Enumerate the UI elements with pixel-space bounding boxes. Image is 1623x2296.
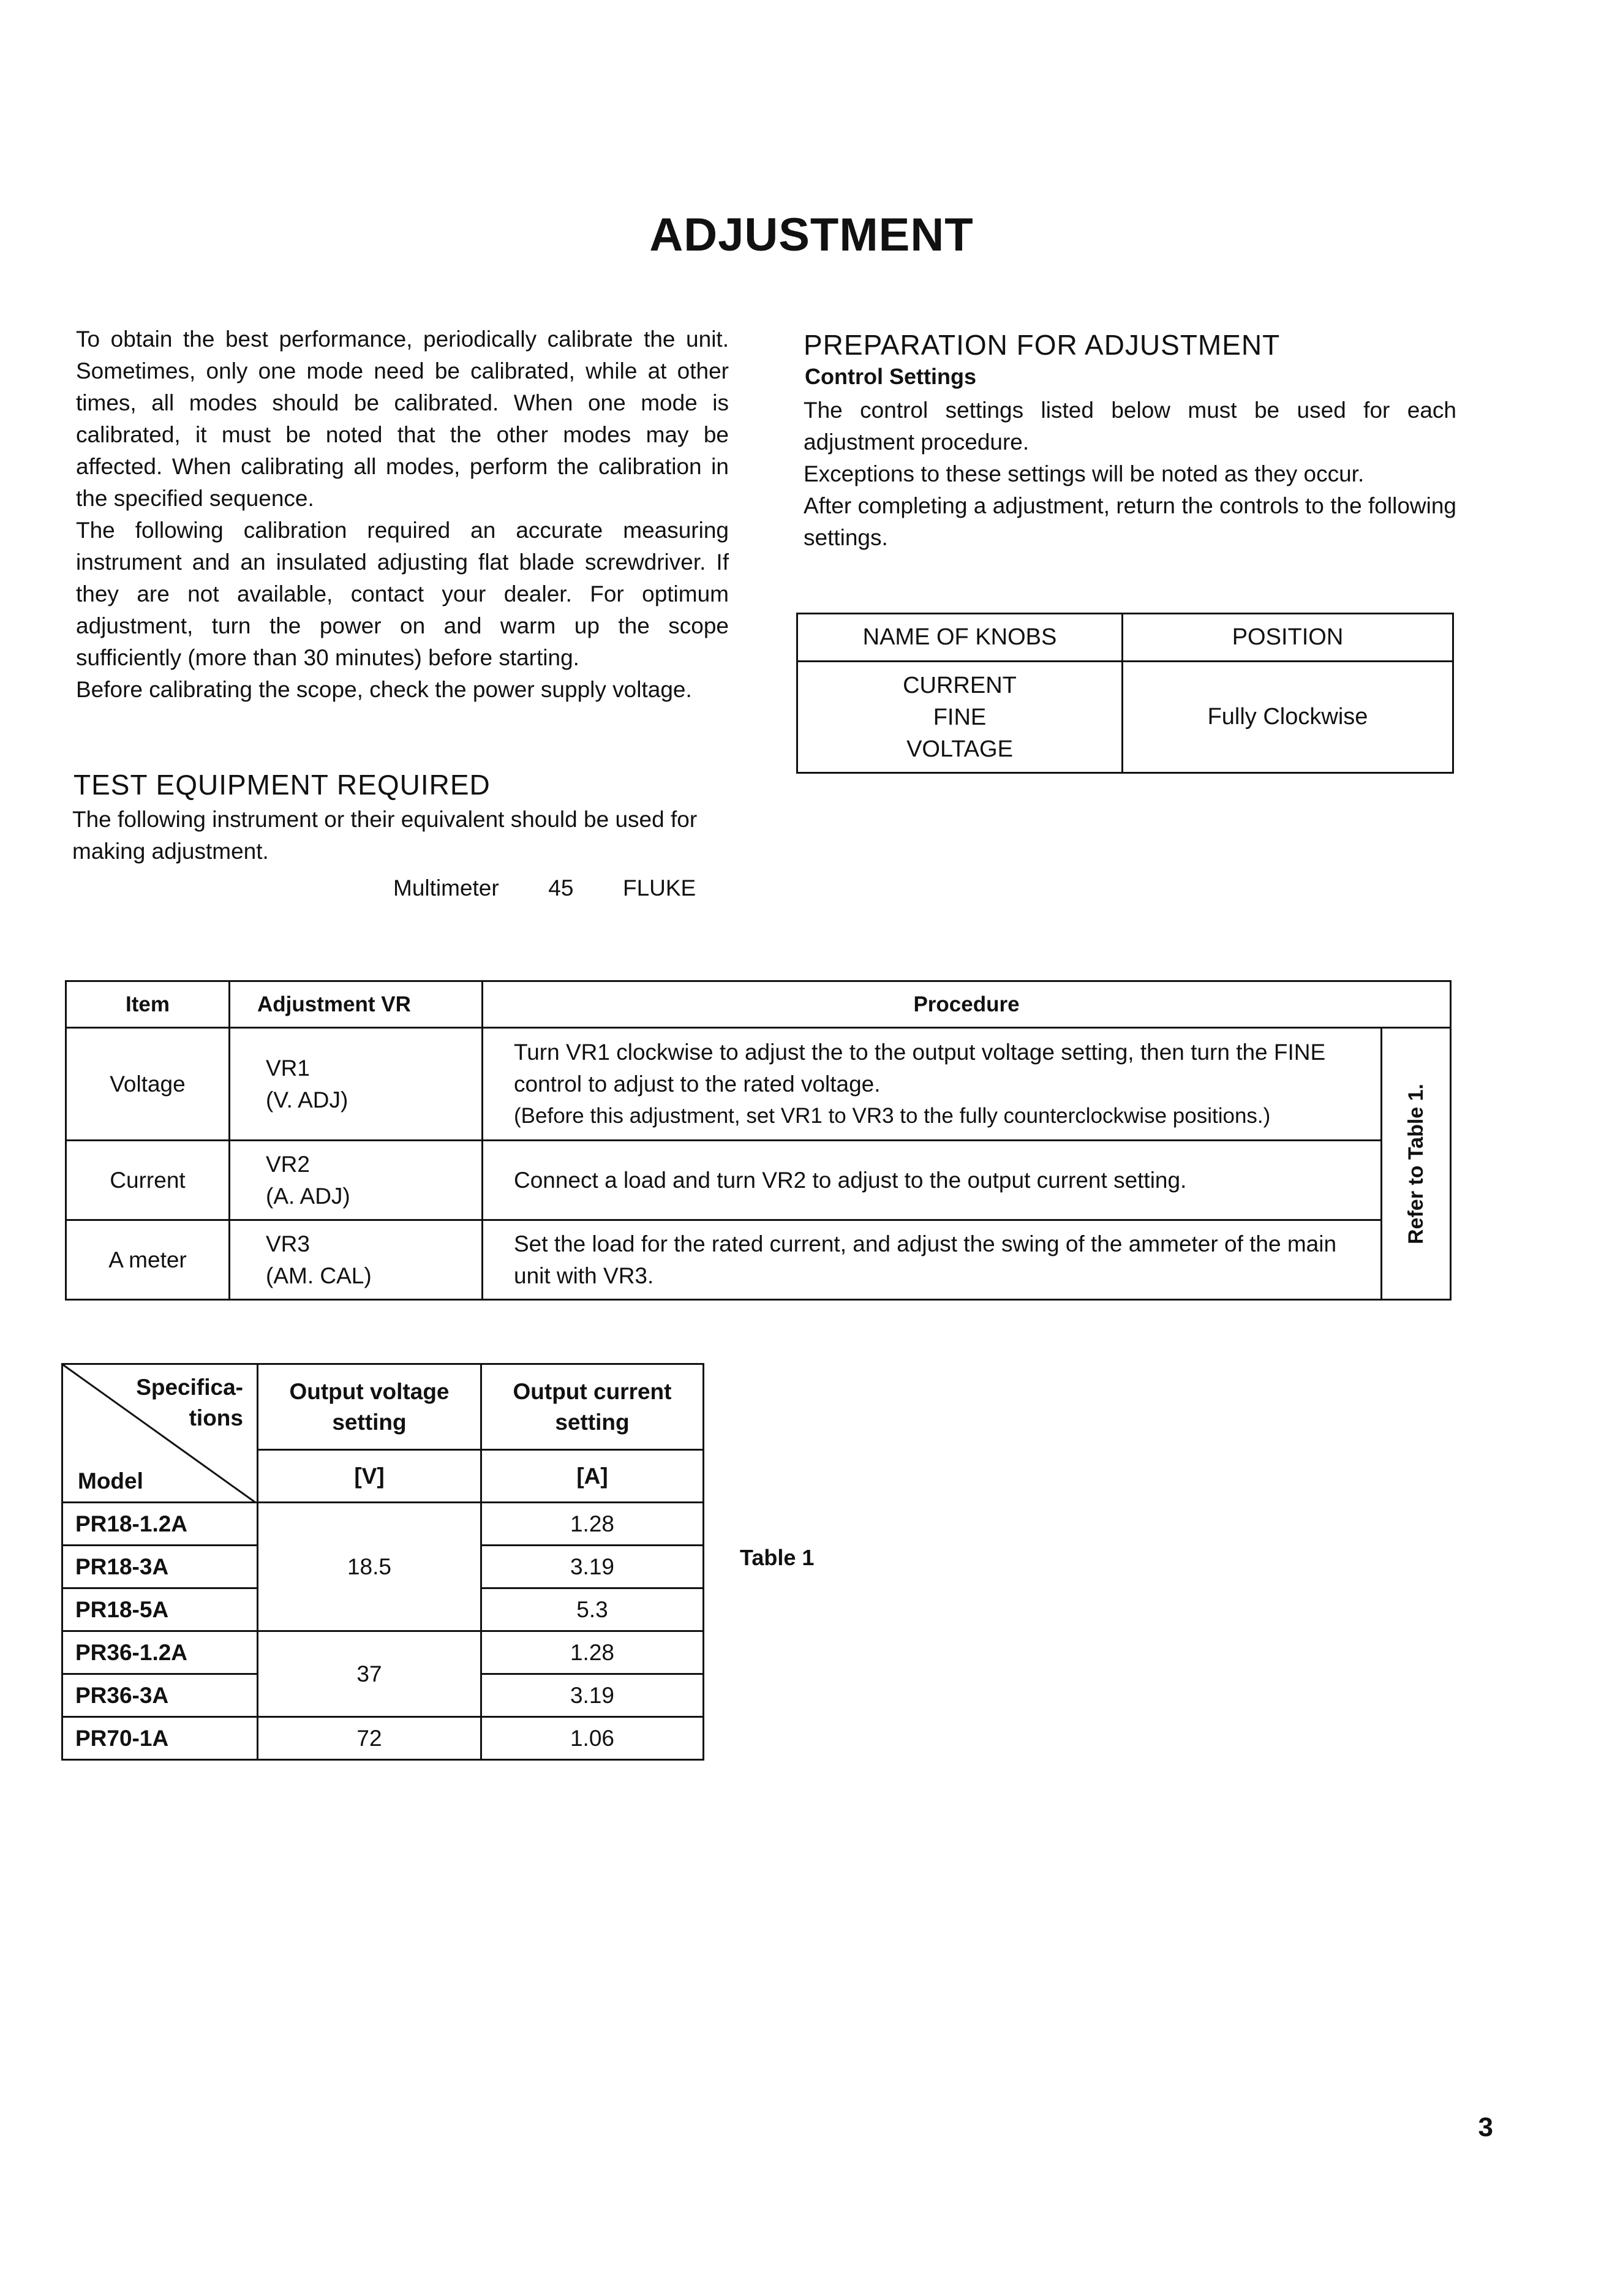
table-caption: Table 1 — [740, 1545, 815, 1570]
vr-label: VR3 — [266, 1231, 310, 1256]
spec-corner-cell — [62, 1364, 258, 1503]
spec-current: 5.3 — [481, 1588, 704, 1631]
proc-row-current-item: Current — [66, 1141, 230, 1220]
spec-current: 3.19 — [481, 1546, 704, 1588]
preparation-text-3: After completing a adjustment, return the controls to the following settings. — [804, 493, 1456, 550]
spec-header-voltage — [258, 1364, 481, 1450]
proc-row-voltage-procedure — [483, 1028, 1382, 1141]
preparation-text-2: Exceptions to these settings will be noted as they occur. — [804, 461, 1365, 486]
knob-fine: FINE — [933, 704, 987, 730]
vr-label: VR1 — [266, 1055, 310, 1081]
spec-model: PR36-1.2A — [62, 1631, 258, 1674]
procedure-note: (Before this adjustment, set VR1 to VR3 to the fully counterclockwise positions.) — [514, 1103, 1271, 1128]
knob-table-header-position: POSITION — [1123, 614, 1453, 662]
vr-desc: (AM. CAL) — [266, 1263, 372, 1288]
intro-text — [76, 323, 729, 706]
page-title: ADJUSTMENT — [649, 209, 974, 261]
proc-header-procedure: Procedure — [483, 981, 1451, 1028]
intro-paragraph-3: Before calibrating the scope, check the power supply voltage. — [76, 677, 692, 702]
control-settings-subheading: Control Settings — [805, 364, 976, 389]
spec-header-voltage-line2: setting — [332, 1409, 407, 1435]
spec-voltage-group-1: 18.5 — [258, 1503, 481, 1631]
spec-model: PR70-1A — [62, 1717, 258, 1760]
spec-corner-top-line2: tions — [189, 1405, 243, 1430]
spec-unit-voltage: [V] — [258, 1450, 481, 1503]
vr-desc: (V. ADJ) — [266, 1087, 348, 1112]
spec-header-current — [481, 1364, 704, 1450]
vr-label: VR2 — [266, 1151, 310, 1177]
preparation-heading: PREPARATION FOR ADJUSTMENT — [804, 329, 1281, 361]
vr-desc: (A. ADJ) — [266, 1183, 350, 1209]
spec-model: PR36-3A — [62, 1674, 258, 1717]
spec-header-voltage-line1: Output voltage — [289, 1378, 450, 1404]
intro-paragraph-2: The following calibration required an accurate measuring instrument and an insulated adjusting flat blade screwdriver. If they are not available, contact your dealer. For optimum adjustment, turn the power on and warm up the scope sufficiently (more than 30 minutes) before starting. — [76, 518, 729, 670]
proc-row-voltage-vr — [230, 1028, 483, 1141]
knob-position-value: Fully Clockwise — [1123, 662, 1453, 773]
intro-paragraph-1: To obtain the best performance, periodically calibrate the unit. Sometimes, only one mode need be calibrated, while at other times, all modes should be calibrated. When one mode is calibrated, it must be noted that the other modes may be affected. When calibrating all modes, perform the calibration in the specified sequence. — [76, 327, 729, 511]
knob-settings-table — [796, 613, 1454, 774]
procedure-table — [65, 980, 1452, 1301]
knob-voltage: VOLTAGE — [906, 736, 1013, 762]
spec-header-current-line2: setting — [555, 1409, 630, 1435]
spec-model: PR18-1.2A — [62, 1503, 258, 1546]
proc-row-ameter-item: A meter — [66, 1220, 230, 1300]
spec-header-current-line1: Output current — [513, 1378, 672, 1404]
spec-corner-model: Model — [78, 1468, 143, 1494]
test-equipment-heading: TEST EQUIPMENT REQUIRED — [73, 769, 491, 801]
proc-row-voltage-item: Voltage — [66, 1028, 230, 1141]
refer-table-note-cell — [1382, 1028, 1451, 1300]
spec-corner-top-line1: Specifica- — [136, 1375, 243, 1400]
spec-voltage-group-3: 72 — [258, 1717, 481, 1760]
proc-header-item: Item — [66, 981, 230, 1028]
refer-table-note: Refer to Table 1. — [1404, 1083, 1428, 1244]
proc-row-ameter-procedure: Set the load for the rated current, and adjust the swing of the ammeter of the main unit with VR3. — [483, 1220, 1382, 1300]
spec-current: 3.19 — [481, 1674, 704, 1717]
preparation-text-1: The control settings listed below must be used for each adjustment procedure. — [804, 398, 1456, 455]
spec-corner-top — [136, 1372, 243, 1433]
page-number: 3 — [1478, 2112, 1493, 2142]
spec-current: 1.28 — [481, 1631, 704, 1674]
spec-current: 1.06 — [481, 1717, 704, 1760]
spec-current: 1.28 — [481, 1503, 704, 1546]
spec-table — [61, 1363, 704, 1761]
proc-header-vr: Adjustment VR — [230, 981, 483, 1028]
instrument-line — [393, 872, 736, 904]
spec-model: PR18-5A — [62, 1588, 258, 1631]
knob-names-cell — [797, 662, 1123, 773]
spec-unit-current: [A] — [481, 1450, 704, 1503]
instrument-name: Multimeter — [393, 875, 499, 901]
spec-voltage-group-2: 37 — [258, 1631, 481, 1717]
proc-row-current-procedure: Connect a load and turn VR2 to adjust to the output current setting. — [483, 1141, 1382, 1220]
test-equipment-text: The following instrument or their equivalent should be used for making adjustment. — [72, 807, 698, 864]
knob-table-header-name: NAME OF KNOBS — [797, 614, 1123, 662]
proc-row-ameter-vr — [230, 1220, 483, 1300]
spec-model: PR18-3A — [62, 1546, 258, 1588]
knob-current: CURRENT — [903, 672, 1017, 698]
instrument-model: 45 — [548, 875, 574, 901]
proc-row-current-vr — [230, 1141, 483, 1220]
instrument-maker: FLUKE — [622, 875, 696, 901]
preparation-text — [804, 395, 1456, 554]
procedure-text: Turn VR1 clockwise to adjust the to the output voltage setting, then turn the FINE control to adjust to the rated voltage. — [514, 1039, 1326, 1097]
